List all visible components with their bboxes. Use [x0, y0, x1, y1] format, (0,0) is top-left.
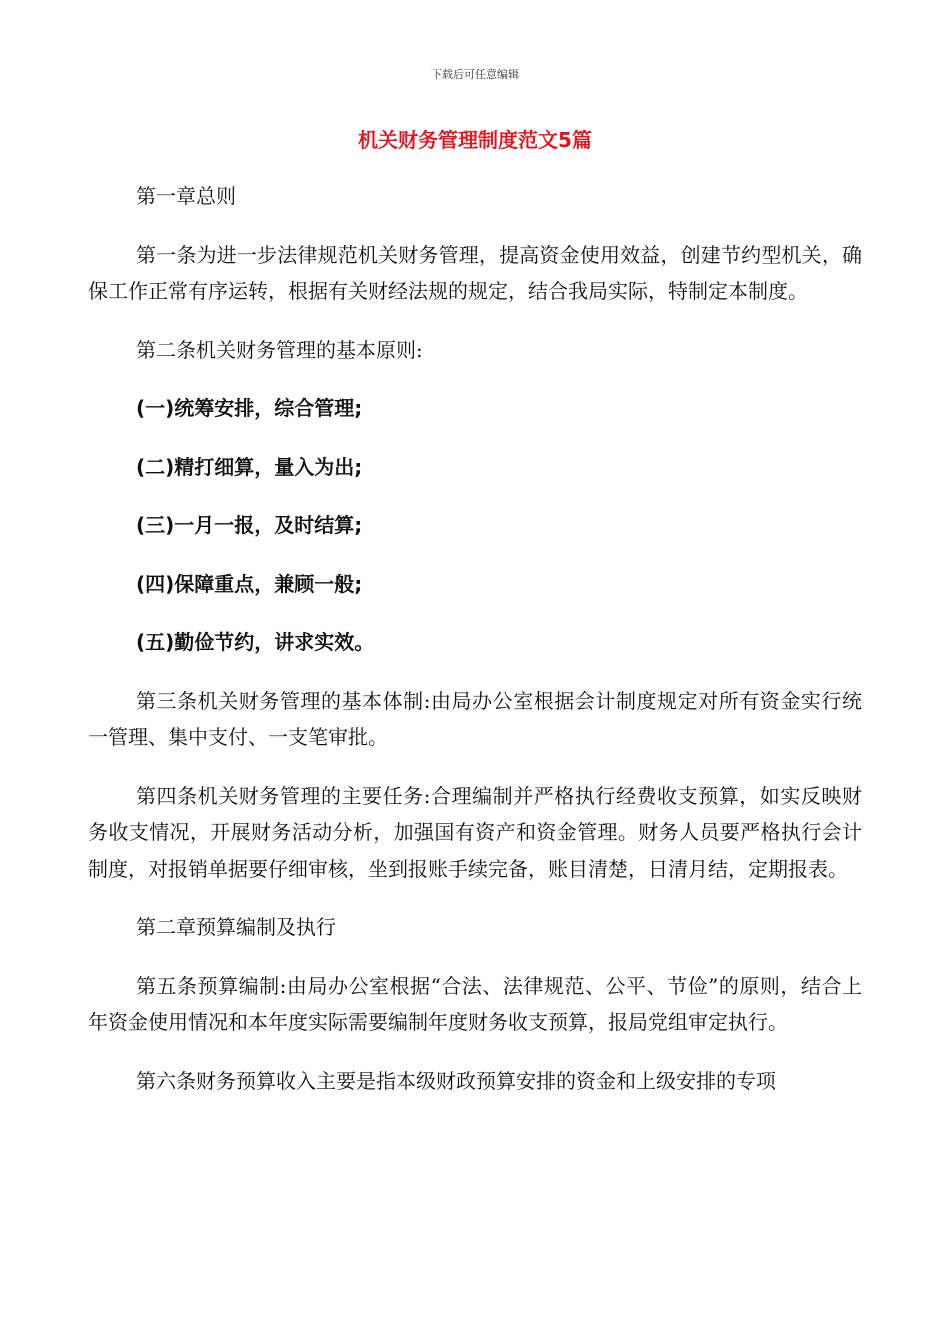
document-body — [88, 178, 862, 1121]
principle-item: (三)一月一报，及时结算; — [136, 513, 363, 537]
principle-item: (五)勤俭节约，讲求实效。 — [136, 630, 375, 654]
paragraph: 第三条机关财务管理的基本体制:由局办公室根据会计制度规定对所有资金实行统一管理、集中支付、一支笔审批。 — [88, 688, 862, 749]
paragraph: 第二章预算编制及执行 — [136, 915, 336, 939]
principle-item: (四)保障重点，兼顾一般; — [136, 571, 363, 596]
paragraph: 第一条为进一步法律规范机关财务管理，提高资金使用效益，创建节约型机关，确保工作正常有序运转，根据有关财经法规的规定，结合我局实际，特制定本制度。 — [88, 242, 862, 303]
paragraph: 第六条财务预算收入主要是指本级财政预算安排的资金和上级安排的专项 — [136, 1068, 776, 1093]
document-title: 机关财务管理制度范文5篇 — [358, 128, 592, 152]
paragraph: 第四条机关财务管理的主要任务:合理编制并严格执行经费收支预算，如实反映财务收支情况，开展财务活动分析，加强国有资产和资金管理。财务人员要严格执行会计制度，对报销单据要仔细审核，坐到报账手续完备，账目清楚，日清月结，定期报表。 — [88, 783, 862, 881]
paragraph: 第二条机关财务管理的基本原则: — [136, 337, 423, 362]
page-header: 下载后可任意编辑 — [431, 68, 519, 81]
paragraph: 第一章总则 — [136, 184, 236, 208]
principle-item: (二)精打细算，量入为出; — [136, 454, 363, 479]
paragraph: 第五条预算编制:由局办公室根据“合法、法律规范、公平、节俭”的原则，结合上年资金使用情况和本年度实际需要编制年度财务收支预算，报局党组审定执行。 — [88, 973, 862, 1034]
principle-item: (一)统筹安排，综合管理; — [136, 396, 363, 420]
